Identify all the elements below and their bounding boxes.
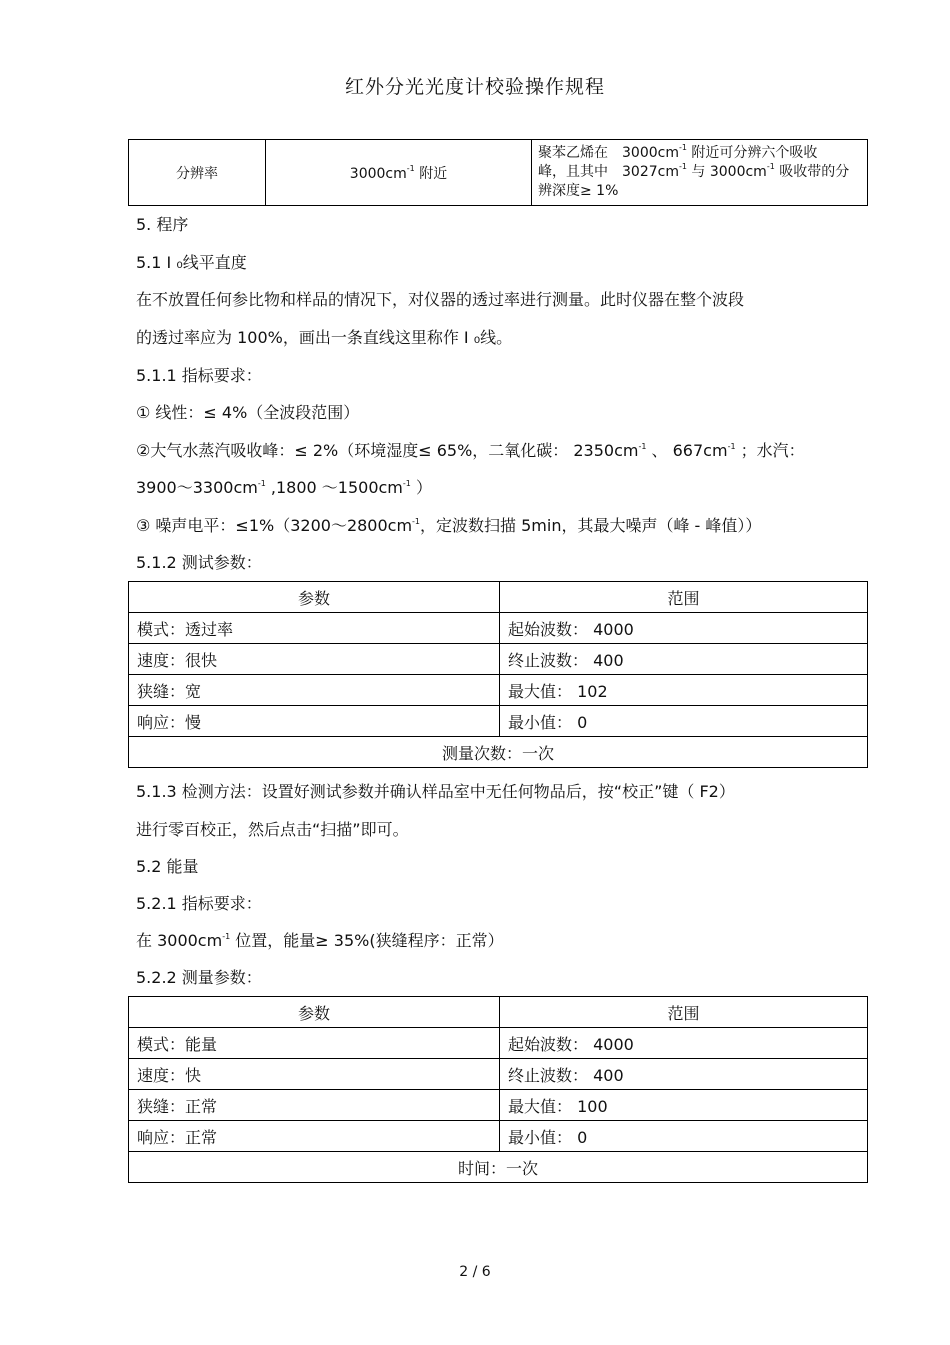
superscript: -1 bbox=[638, 442, 647, 451]
text-span: 在 3000cm bbox=[136, 931, 223, 950]
table-cell: 响应：正常 bbox=[129, 1121, 500, 1152]
table-cell: 速度：很快 bbox=[129, 644, 500, 675]
table-footer-cell: 时间：一次 bbox=[129, 1152, 868, 1183]
table-cell: 狭缝：正常 bbox=[129, 1090, 500, 1121]
table-cell-requirement bbox=[532, 140, 868, 206]
test-parameter-table bbox=[128, 581, 868, 768]
table-cell: 终止波数： 400 bbox=[500, 1059, 868, 1090]
table-row bbox=[129, 1121, 868, 1152]
table-row bbox=[129, 706, 868, 737]
text-span: 附近 bbox=[414, 165, 448, 182]
resolution-table bbox=[128, 139, 868, 206]
paragraph-line: 的透过率应为 100%，画出一条直线这里称作 I ₀线。 bbox=[136, 328, 513, 347]
text-span: ） bbox=[410, 478, 432, 497]
table-cell: 起始波数： 4000 bbox=[500, 1028, 868, 1059]
text-span: 附近可分辨六个吸收 bbox=[686, 145, 818, 161]
subsection-heading: 5.2.2 测量参数： bbox=[136, 968, 262, 987]
table-cell-parameter: 分辨率 bbox=[129, 140, 266, 206]
text-span: 与 3000cm bbox=[686, 164, 767, 180]
text-span: ③ 噪声电平：≤1%（3200～2800cm bbox=[136, 516, 413, 535]
table-row bbox=[129, 644, 868, 675]
superscript: -1 bbox=[727, 442, 736, 451]
paragraph-line: 在不放置任何参比物和样品的情况下，对仪器的透过率进行测量。此时仪器在整个波段 bbox=[136, 290, 745, 309]
subsection-heading: 5.1.2 测试参数： bbox=[136, 553, 262, 572]
column-header: 范围 bbox=[500, 997, 868, 1028]
text-span: 3900～3300cm bbox=[136, 478, 258, 497]
table-header-row bbox=[129, 582, 868, 613]
table-footer-row bbox=[129, 1152, 868, 1183]
superscript: -1 bbox=[766, 162, 775, 171]
text-span: 吸收带的分 bbox=[774, 164, 850, 180]
table-cell: 模式：能量 bbox=[129, 1028, 500, 1059]
text-span: ,1800 ～1500cm bbox=[265, 478, 403, 497]
table-cell: 最大值： 100 bbox=[500, 1090, 868, 1121]
text-span: ；水汽： bbox=[735, 441, 805, 460]
section-heading: 5. 程序 bbox=[136, 215, 189, 234]
table-footer-row bbox=[129, 737, 868, 768]
table-row bbox=[129, 675, 868, 706]
superscript: -1 bbox=[678, 143, 687, 152]
table-cell: 响应：慢 bbox=[129, 706, 500, 737]
requirement-item bbox=[136, 441, 805, 461]
requirement-item: ① 线性：≤ 4%（全波段范围） bbox=[136, 403, 360, 422]
superscript: -1 bbox=[257, 479, 266, 488]
table-header-row bbox=[129, 997, 868, 1028]
requirement-item-continued bbox=[136, 478, 432, 498]
superscript: -1 bbox=[402, 479, 411, 488]
table-cell: 速度：快 bbox=[129, 1059, 500, 1090]
requirement-item bbox=[136, 931, 504, 951]
table-footer-cell: 测量次数：一次 bbox=[129, 737, 868, 768]
table-row bbox=[129, 140, 868, 206]
requirement-item bbox=[136, 516, 761, 536]
text-span: 峰，且其中 3027cm bbox=[538, 164, 679, 180]
superscript: -1 bbox=[412, 517, 421, 526]
text-span: ②大气水蒸汽吸收峰：≤ 2%（环境湿度≤ 65%，二氧化碳： 2350cm bbox=[136, 441, 639, 460]
text-span: ，定波数扫描 5min，其最大噪声（峰 - 峰值）） bbox=[420, 516, 762, 535]
table-row bbox=[129, 1059, 868, 1090]
table-cell: 起始波数： 4000 bbox=[500, 613, 868, 644]
column-header: 参数 bbox=[129, 582, 500, 613]
text-span: 辨深度≥ 1% bbox=[538, 183, 619, 199]
measurement-parameter-table bbox=[128, 996, 868, 1183]
superscript: -1 bbox=[406, 163, 415, 173]
table-cell: 最小值： 0 bbox=[500, 706, 868, 737]
table-row bbox=[129, 1090, 868, 1121]
table-cell: 终止波数： 400 bbox=[500, 644, 868, 675]
paragraph-line: 进行零百校正，然后点击“扫描”即可。 bbox=[136, 820, 409, 839]
superscript: -1 bbox=[678, 162, 687, 171]
document-title: 红外分光光度计校验操作规程 bbox=[344, 76, 605, 98]
superscript: -1 bbox=[222, 932, 231, 941]
column-header: 范围 bbox=[500, 582, 868, 613]
table-row bbox=[129, 1028, 868, 1059]
table-cell: 最大值： 102 bbox=[500, 675, 868, 706]
table-cell-position bbox=[266, 140, 532, 206]
page-number: 2 / 6 bbox=[459, 1264, 491, 1280]
table-cell: 最小值： 0 bbox=[500, 1121, 868, 1152]
subsection-heading: 5.2.1 指标要求： bbox=[136, 894, 262, 913]
subsection-heading: 5.1.1 指标要求： bbox=[136, 366, 262, 385]
text-span: 3000cm bbox=[349, 165, 407, 182]
column-header: 参数 bbox=[129, 997, 500, 1028]
text-span: 位置，能量≥ 35%(狭缝程序：正常） bbox=[230, 931, 504, 950]
table-row bbox=[129, 613, 868, 644]
subsection-heading: 5.1 I ₀线平直度 bbox=[136, 253, 247, 272]
subsection-heading: 5.2 能量 bbox=[136, 857, 199, 876]
table-cell: 模式：透过率 bbox=[129, 613, 500, 644]
paragraph-line: 5.1.3 检测方法：设置好测试参数并确认样品室中无任何物品后，按“校正”键（ F2） bbox=[136, 782, 735, 801]
text-span: 、 667cm bbox=[646, 441, 728, 460]
table-cell: 狭缝：宽 bbox=[129, 675, 500, 706]
text-span: 聚苯乙烯在 3000cm bbox=[538, 145, 679, 161]
